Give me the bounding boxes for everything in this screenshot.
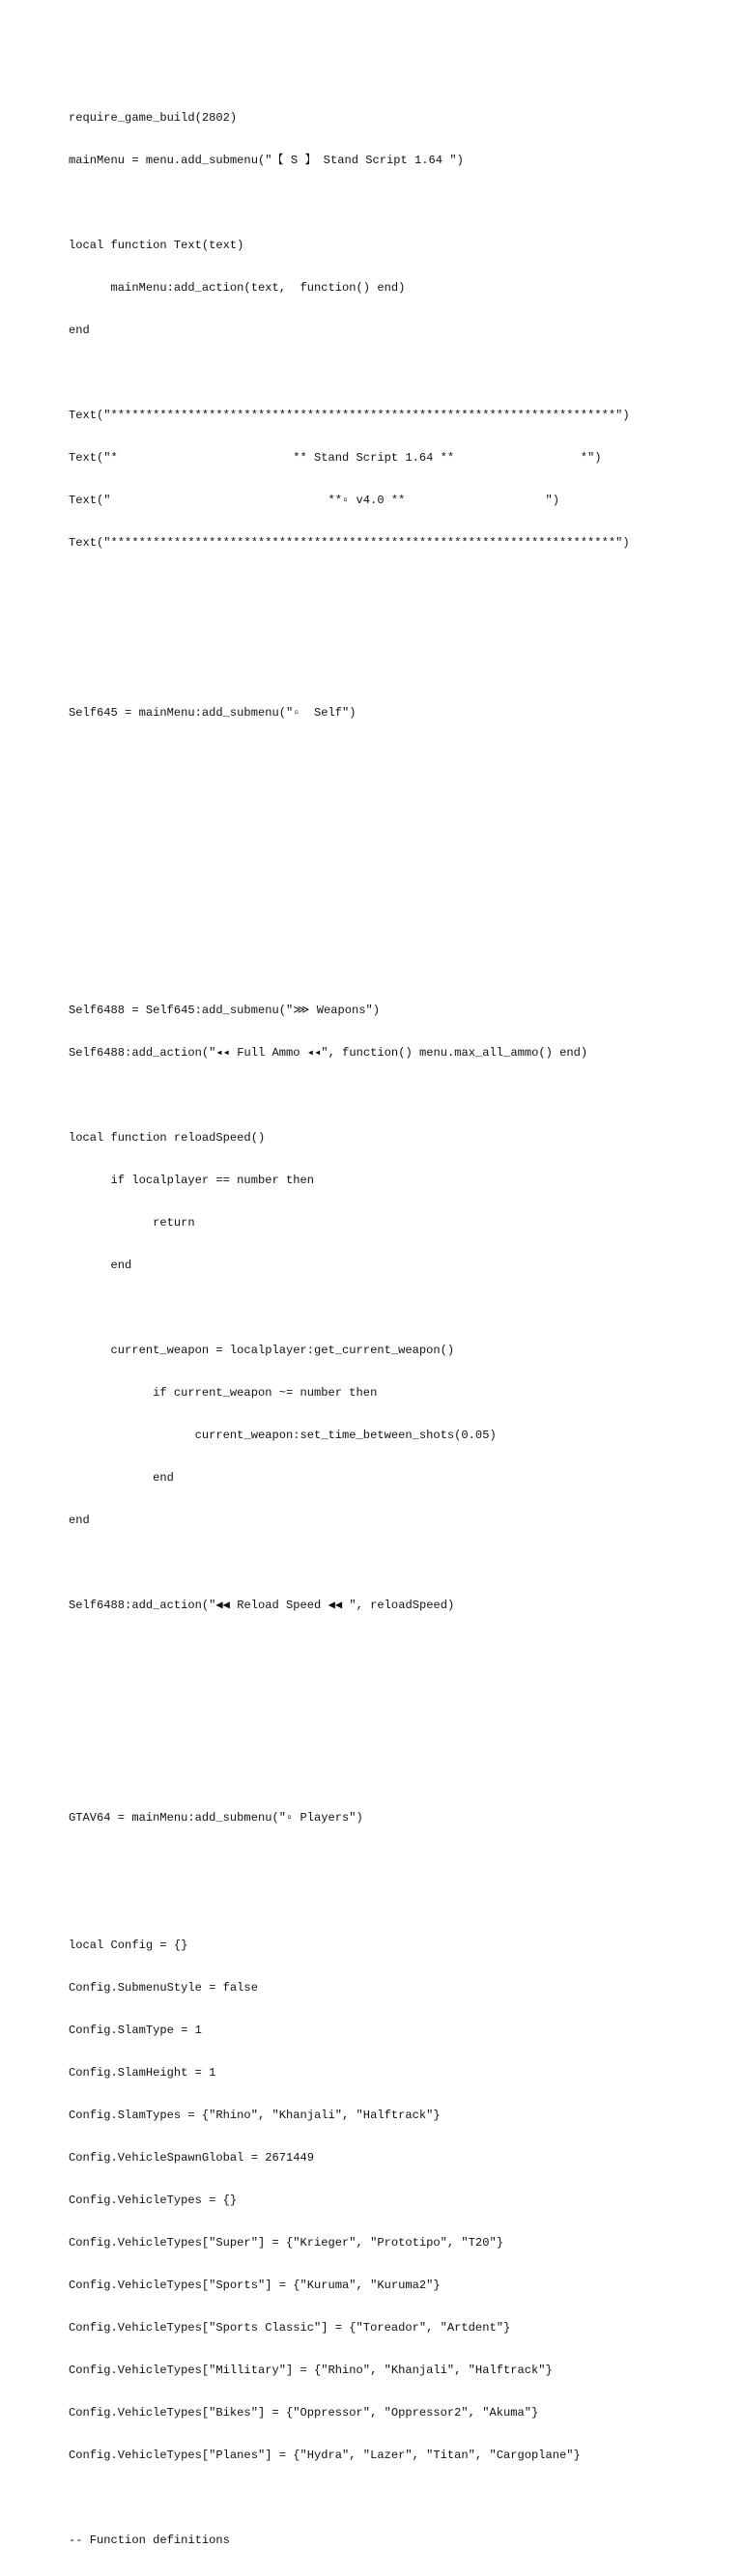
code-line: local function Text(text) [69,239,244,253]
code-line [69,791,726,806]
code-line: mainMenu:add_action(text, function() end) [69,281,406,296]
code-line [69,1301,726,1316]
code-line: Text("************************************************************************") [69,536,630,551]
code-line [69,1726,726,1741]
code-line: Config.SlamTypes = {"Rhino", "Khanjali", "Halftrack"} [69,2109,441,2123]
code-line [69,621,726,636]
code-line [69,876,726,891]
code-line [69,749,726,763]
code-line: mainMenu = menu.add_submenu("【 S 】 Stand Script 1.64 ") [69,154,464,168]
code-line: Config.VehicleTypes["Sports Classic"] = {"Toreador", "Artdent"} [69,2321,511,2335]
code-line [69,1089,726,1103]
code-line [69,366,726,381]
code-line: return [69,1216,195,1231]
code-line: Text("************************************************************************") [69,409,630,423]
code-line: Config.VehicleTypes["Millitary"] = {"Rhino", "Khanjali", "Halftrack"} [69,2364,553,2378]
code-line [69,1641,726,1656]
code-line: Text("* ** Stand Script 1.64 ** *") [69,451,602,466]
code-line [69,1854,726,1868]
code-line: GTAV64 = mainMenu:add_submenu("▫ Players") [69,1811,363,1826]
code-line: end [69,324,90,338]
code-line: Config.SlamHeight = 1 [69,2066,216,2081]
code-line [69,1896,726,1911]
code-line: current_weapon:set_time_between_shots(0.05) [69,1429,497,1443]
code-line: Config.VehicleSpawnGlobal = 2671449 [69,2151,315,2166]
code-line: Config.VehicleTypes = {} [69,2194,238,2208]
code-line: Config.VehicleTypes["Planes"] = {"Hydra", "Lazer", "Titan", "Cargoplane"} [69,2449,581,2463]
code-line: end [69,1259,132,1273]
code-line: Text(" **▫ v4.0 ** ") [69,494,560,508]
code-line: if localplayer == number then [69,1174,315,1188]
code-line: end [69,1514,90,1528]
code-line [69,2491,726,2505]
code-line: -- Function definitions [69,2534,230,2548]
code-line: Self6488:add_action("◀◀ Reload Speed ◀◀ ", reloadSpeed) [69,1599,455,1613]
code-line [69,196,726,211]
code-line [69,1769,726,1783]
code-line [69,919,726,933]
code-line: Self6488 = Self645:add_submenu("⋙ Weapons") [69,1004,381,1018]
code-line [69,1556,726,1571]
code-line: require_game_build(2802) [69,111,238,126]
code-line [69,961,726,976]
code-line: current_weapon = localplayer:get_current_weapon() [69,1344,455,1358]
code-line: Config.SlamType = 1 [69,2024,202,2038]
code-line: Config.SubmenuStyle = false [69,1981,258,1996]
code-line [69,664,726,678]
code-line: local function reloadSpeed() [69,1131,266,1146]
code-line: Config.VehicleTypes["Super"] = {"Krieger", "Prototipo", "T20"} [69,2236,503,2250]
code-line: Self645 = mainMenu:add_submenu("▫ Self") [69,706,357,721]
code-line: Config.VehicleTypes["Bikes"] = {"Oppressor", "Oppressor2", "Akuma"} [69,2406,539,2420]
code-line: end [69,1471,174,1486]
code-line [69,834,726,848]
code-line [69,579,726,593]
code-line: local Config = {} [69,1939,188,1953]
code-line: Config.VehicleTypes["Sports"] = {"Kuruma", "Kuruma2"} [69,2279,441,2293]
code-line: Self6488:add_action("◂◂ Full Ammo ◂◂", function() menu.max_all_ammo() end) [69,1046,588,1061]
code-line [69,1684,726,1698]
code-listing [69,83,726,2576]
code-line: if current_weapon ~= number then [69,1386,378,1401]
